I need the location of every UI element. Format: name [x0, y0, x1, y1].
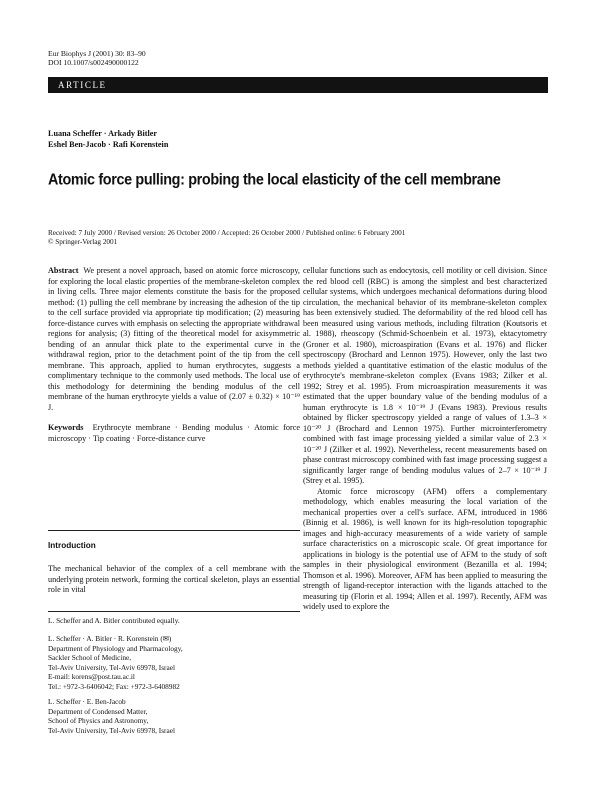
- affiliation-2-line: Tel-Aviv University, Tel-Aviv 69978, Israel: [48, 725, 175, 735]
- keywords-text: Erythrocyte membrane · Bending modulus · Atomic force microscopy · Tip coating · Force-distance curve: [48, 423, 300, 443]
- affiliation-2-line: Department of Condensed Matter,: [48, 706, 148, 716]
- affiliation-1-line: Tel-Aviv University, Tel-Aviv 69978, Israel: [48, 662, 175, 672]
- authors-line-2: Eshel Ben-Jacob · Rafi Korenstein: [48, 140, 169, 149]
- affiliation-1-line: Department of Physiology and Pharmacology,: [48, 643, 183, 653]
- keywords: [48, 423, 300, 444]
- left-column: [48, 266, 300, 444]
- right-column: [303, 266, 547, 613]
- section-divider: [48, 530, 300, 531]
- copyright: © Springer-Verlag 2001: [48, 238, 118, 247]
- affiliation-1-line: Sackler School of Medicine,: [48, 653, 132, 663]
- email-line: E-mail: korens@post.tau.ac.il: [48, 672, 135, 682]
- doi: DOI 10.1007/s002490000122: [48, 58, 139, 67]
- affiliation-1: [48, 634, 300, 692]
- authors-line-1: Luana Scheffer · Arkady Bitler: [48, 129, 158, 138]
- affiliation-2-line: School of Physics and Astronomy,: [48, 716, 149, 726]
- body-paragraph-1: cellular functions such as endocytosis, cell motility or cell division. Since the red blood cell (RBC) is among the simplest and best characterized cellular systems, which undergoes mechanical deformations during blood circulation, the mechanical behavior of its membrane-skeleton complex has been extensively studied. The deformability of the red blood cell has been measured using various methods, including filtration (Koutsoris et al. 1988), rheoscopy (Schmid-Schoenbein et al. 1973), ektacytometry (Groner et al. 1980), microaspiration (Evans et al. 1976) and flicker spectroscopy (Brochard and Lennon 1975). However, only the last two methods yielded a quantitative estimation of the elastic modulus of the erythrocyte's membrane-skeleton complex (Evans 1983; Zilker et al. 1992; Strey et al. 1995). From microaspiration measurements it was estimated that the upper boundary value of the bending modulus of a human erythrocyte is 1.8 × 10⁻¹⁹ J (Evans 1983). Previous results obtained by flicker spectroscopy yielded a range of values of 1.3–3 × 10⁻²⁰ J (Brochard and Lennon 1975). Further microinterferometry combined with fast image processing yielded a similar value of 2.3 × 10⁻²⁰ J (Zilker et al. 1992). Nevertheless, recent measurements based on phase contrast microscopy combined with fast image processing suggest a significantly larger range of bending modulus values of 2–7 × 10⁻¹⁹ J (Strey et al. 1995).: [303, 266, 547, 485]
- footnote-divider: [48, 611, 300, 612]
- publication-history: [48, 229, 405, 248]
- abstract-label: Abstract: [48, 266, 79, 275]
- article-type-label: ARTICLE: [58, 80, 107, 90]
- introduction-text: The mechanical behavior of the complex of a cell membrane with the underlying protein network, forming the cortical skeleton, plays an essential role in vital: [48, 564, 300, 594]
- abstract-text: We present a novel approach, based on atomic force microscopy, for exploring the local elastic properties of the membrane-skeleton complex in living cells. Three major elements constitute the basis for the proposed method: (1) pulling the cell membrane by increasing the adhesion of the tip to the cell surface provided via appropriate tip modification; (2) measuring force-distance curves with emphasis on selecting the appropriate withdrawal regions for analysis; (3) fitting of the theoretical model for axisymmetric bending of an annular thick plate to the experimental curve in the withdrawal region, prior to the detachment point of the tip from the cell membrane. This approach, applied to human erythrocytes, suggests a complimentary technique to the commonly used methods. The local use of this methodology for determining the bending modulus of the cell membrane of the human erythrocyte yields a value of (2.07 ± 0.32) × 10⁻¹⁹ J.: [48, 266, 300, 412]
- abstract: [48, 266, 300, 413]
- affiliation-1-line: L. Scheffer · A. Bitler · R. Korenstein (✉): [48, 634, 172, 643]
- history-dates: Received: 7 July 2000 / Revised version: 26 October 2000 / Accepted: 26 October 2000 / Published online: 6 February 2001: [48, 229, 406, 237]
- introduction-heading: Introduction: [48, 541, 96, 550]
- author-list: [48, 128, 168, 150]
- article-type-banner: [48, 77, 548, 93]
- body-paragraph-2: Atomic force microscopy (AFM) offers a complementary methodology, which enables measuring the local variation of the mechanical properties over a cell's surface. AFM, introduced in 1986 (Binnig et al. 1986), is well known for its high-resolution topographic images and high-accuracy measurements of a wide variety of sample surface characteristics on a microscopic scale. Of great importance for applications in biology is the potential use of AFM to the study of soft samples in their physiological environment (Bezanilla et al. 1994; Thomson et al. 1996). Moreover, AFM has been applied to measuring the strength of ligand-receptor interaction with the ligands attached to the measuring tip (Florin et al. 1994; Allen et al. 1997). Recently, AFM was widely used to explore the: [303, 486, 547, 611]
- article-title: Atomic force pulling: probing the local elasticity of the cell membrane: [48, 171, 501, 189]
- affiliation-2: [48, 697, 300, 735]
- affiliation-2-line: L. Scheffer · E. Ben-Jacob: [48, 697, 126, 706]
- footnote-equal-contribution: L. Scheffer and A. Bitler contributed equally.: [48, 616, 180, 625]
- journal-citation: Eur Biophys J (2001) 30: 83–90: [48, 49, 146, 58]
- phone-fax-line: Tel.: +972-3-6406042; Fax: +972-3-6408982: [48, 681, 180, 691]
- keywords-label: Keywords: [48, 423, 84, 432]
